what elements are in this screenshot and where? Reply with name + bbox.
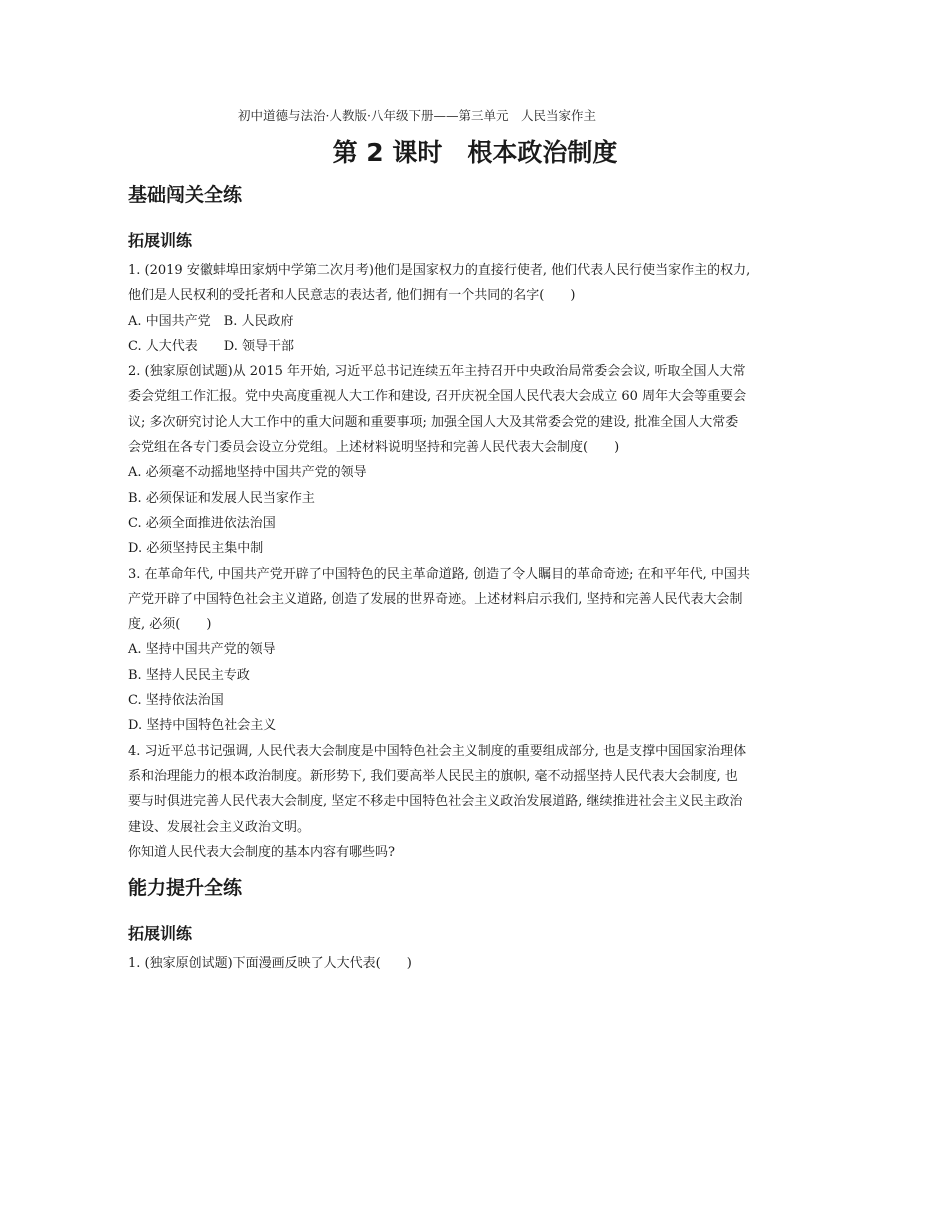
subsection-title-advanced: 拓展训练	[128, 924, 193, 943]
question-text-line: 3. 在革命年代, 中国共产党开辟了中国特色的民主革命道路, 创造了令人瞩目的革命奇迹; 在和平年代, 中国共	[128, 566, 750, 582]
answer-options-line: C. 人大代表 D. 领导干部	[128, 338, 294, 354]
answer-option: A. 必须毫不动摇地坚持中国共产党的领导	[128, 465, 367, 481]
answer-option: C. 必须全面推进依法治国	[128, 515, 276, 531]
question-text-line: 系和治理能力的根本政治制度。新形势下, 我们要高举人民民主的旗帜, 毫不动摇坚持人民代表大会制度, 也	[128, 768, 738, 784]
question-text-line: 议; 多次研究讨论人大工作中的重大问题和重要事项; 加强全国人大及其常委会党的建设, 批准全国人大常委	[128, 414, 739, 430]
question-text-line: 建设、发展社会主义政治文明。	[128, 819, 311, 835]
section-advanced-questions	[128, 951, 834, 976]
question-text-line: 1. (2019 安徽蚌埠田家炳中学第二次月考)他们是国家权力的直接行使者, 他们代表人民行使当家作主的权力,	[128, 263, 751, 278]
question-3	[128, 562, 834, 739]
question-text-line: 要与时俱进完善人民代表大会制度, 坚定不移走中国特色社会主义政治发展道路, 继续推进社会主义民主政治	[128, 794, 743, 810]
question-text-line: 1. (独家原创试题)下面漫画反映了人大代表( )	[128, 956, 412, 971]
running-header: 初中道德与法治·人教版·八年级下册——第三单元 人民当家作主	[238, 108, 596, 123]
section-title-advanced: 能力提升全练	[128, 877, 243, 899]
question-text-line: 4. 习近平总书记强调, 人民代表大会制度是中国特色社会主义制度的重要组成部分, 也是支撑中国国家治理体	[128, 743, 747, 759]
lesson-title: 第 2 课时 根本政治制度	[332, 138, 618, 167]
answer-option: D. 必须坚持民主集中制	[128, 541, 264, 557]
question-2	[128, 359, 834, 561]
answer-option: C. 坚持依法治国	[128, 693, 224, 709]
subsection-title-basic: 拓展训练	[128, 231, 193, 250]
question-prompt-line: 你知道人民代表大会制度的基本内容有哪些吗?	[128, 844, 395, 860]
question-text-line: 产党开辟了中国特色社会主义道路, 创造了发展的世界奇迹。上述材料启示我们, 坚持和完善人民代表大会制	[128, 591, 743, 607]
question-text-line: 2. (独家原创试题)从 2015 年开始, 习近平总书记连续五年主持召开中央政治局常委会会议, 听取全国人大常	[128, 364, 746, 380]
question-1	[128, 258, 834, 359]
question-text-line: 度, 必须( )	[128, 617, 212, 633]
answer-option: B. 坚持人民民主专政	[128, 667, 250, 683]
question-text-line: 会党组在各专门委员会设立分党组。上述材料说明坚持和完善人民代表大会制度( )	[128, 440, 620, 456]
question-1	[128, 951, 834, 976]
answer-option: D. 坚持中国特色社会主义	[128, 718, 277, 734]
answer-option: A. 坚持中国共产党的领导	[128, 642, 276, 658]
section-basic-questions	[128, 258, 834, 865]
answer-options-line: A. 中国共产党 B. 人民政府	[128, 313, 294, 329]
question-4	[128, 739, 834, 865]
answer-option: B. 必须保证和发展人民当家作主	[128, 490, 315, 506]
question-text-line: 他们是人民权利的受托者和人民意志的表达者, 他们拥有一个共同的名字( )	[128, 288, 576, 304]
question-text-line: 委会党组工作汇报。党中央高度重视人大工作和建设, 召开庆祝全国人民代表大会成立 60 周年大会等重要会	[128, 389, 747, 405]
section-title-basic: 基础闯关全练	[128, 184, 243, 206]
